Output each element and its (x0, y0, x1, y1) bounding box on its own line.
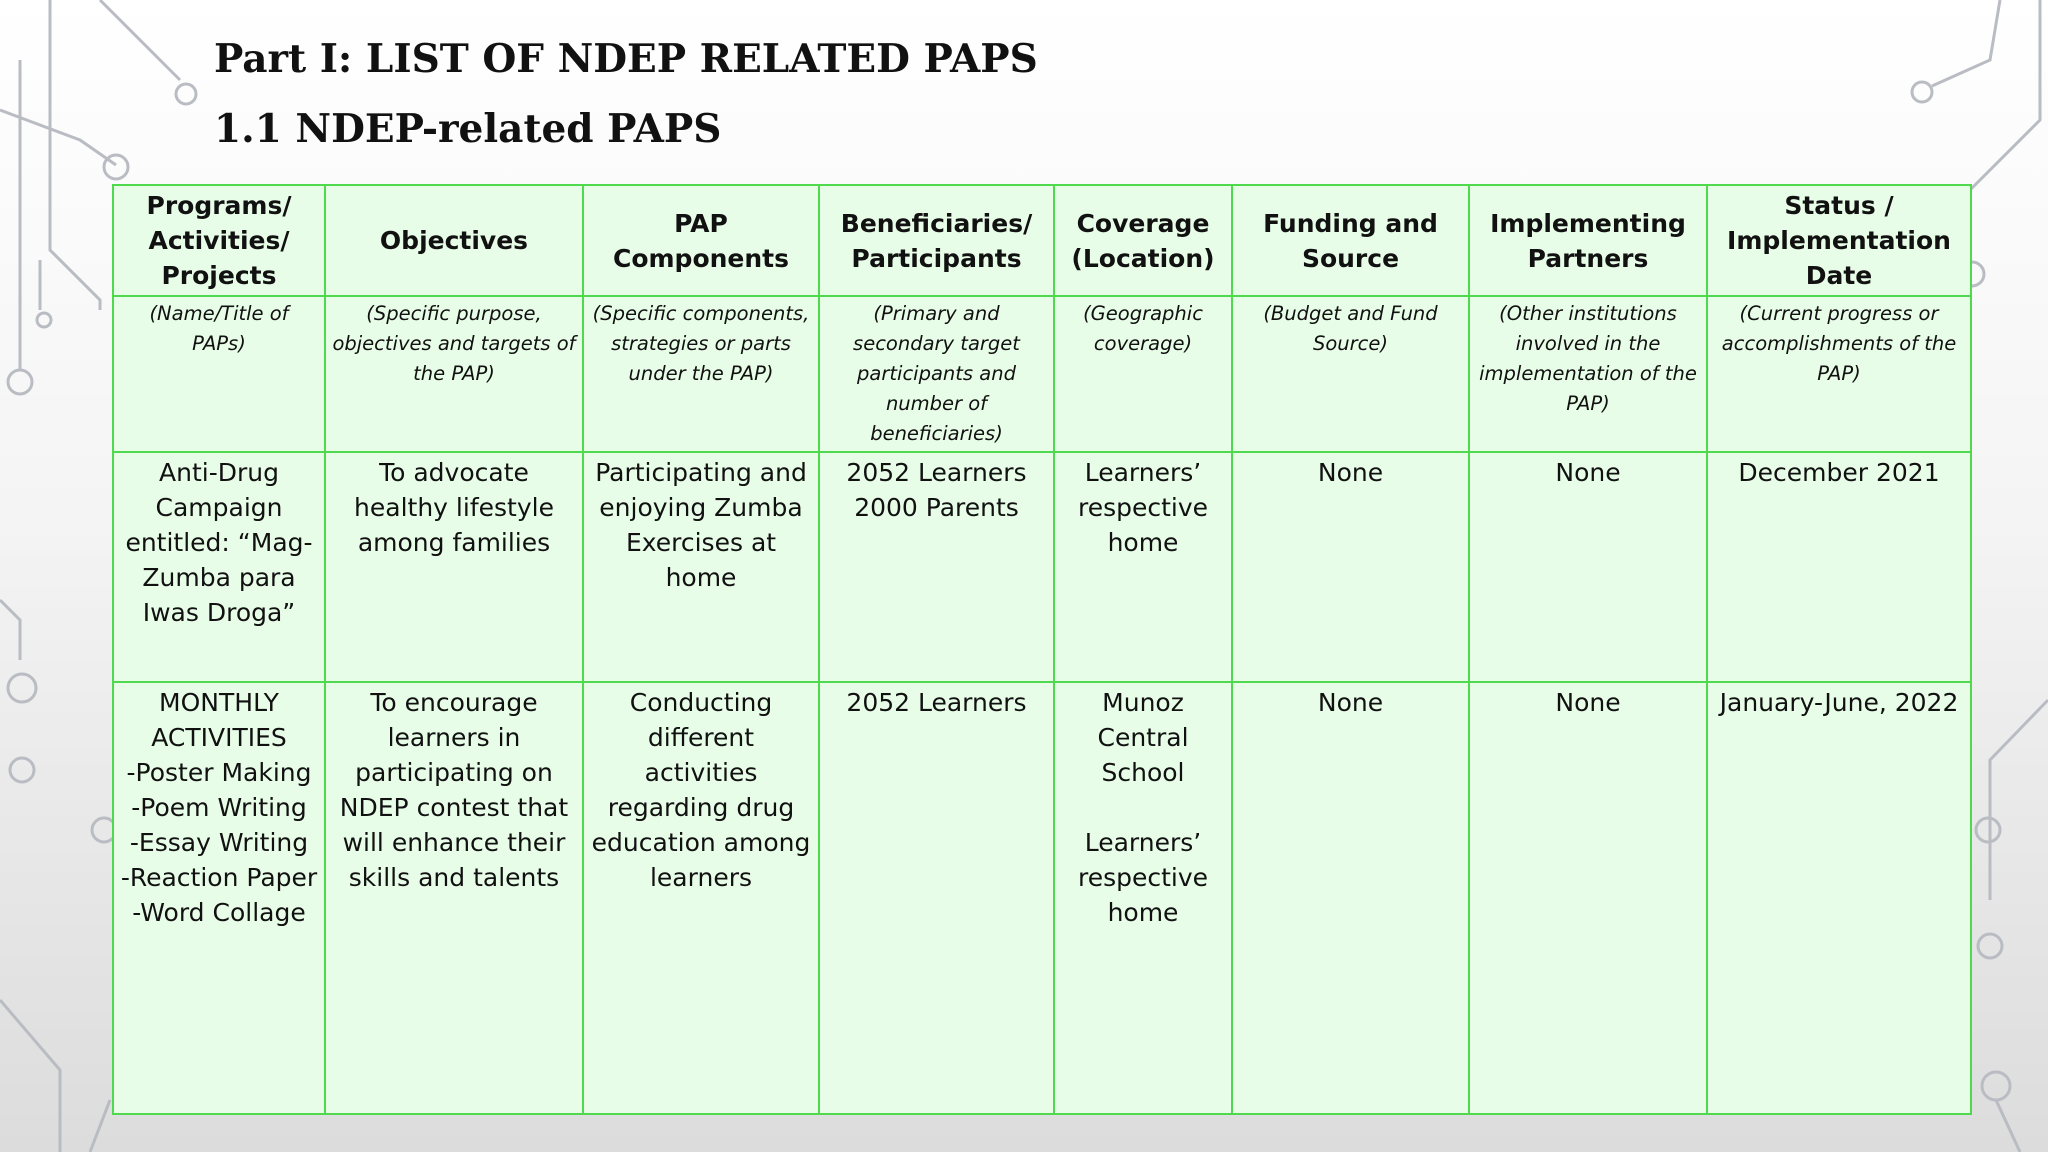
cell-funding: None (1232, 452, 1469, 682)
column-description-beneficiaries: (Primary and secondary target participants and number of beneficiaries) (819, 296, 1054, 452)
column-description-components: (Specific components, strategies or parts under the PAP) (583, 296, 819, 452)
paps-table (112, 184, 1972, 1115)
cell-status: January-June, 2022 (1707, 682, 1971, 1114)
description-row (113, 296, 1971, 452)
section-title: 1.1 NDEP-related PAPS (214, 106, 722, 152)
cell-program: MONTHLY ACTIVITIES -Poster Making -Poem Writing -Essay Writing -Reaction Paper -Word Collage (113, 682, 325, 1114)
cell-funding: None (1232, 682, 1469, 1114)
column-description-programs: (Name/Title of PAPs) (113, 296, 325, 452)
page-title: Part I: LIST OF NDEP RELATED PAPS (214, 36, 1038, 82)
header-row (113, 185, 1971, 296)
table-row (113, 452, 1971, 682)
cell-beneficiaries: 2052 Learners (819, 682, 1054, 1114)
cell-objectives: To encourage learners in participating on NDEP contest that will enhance their skills and talents (325, 682, 583, 1114)
column-header-partners: Implementing Partners (1469, 185, 1707, 296)
cell-objectives: To advocate healthy lifestyle among families (325, 452, 583, 682)
table-row (113, 682, 1971, 1114)
cell-coverage: Munoz Central School Learners’ respective home (1054, 682, 1232, 1114)
cell-partners: None (1469, 452, 1707, 682)
column-header-funding: Funding and Source (1232, 185, 1469, 296)
column-header-objectives: Objectives (325, 185, 583, 296)
cell-components: Conducting different activities regarding drug education among learners (583, 682, 819, 1114)
column-description-objectives: (Specific purpose, objectives and targets of the PAP) (325, 296, 583, 452)
column-header-coverage: Coverage (Location) (1054, 185, 1232, 296)
cell-program: Anti-Drug Campaign entitled: “Mag-Zumba para Iwas Droga” (113, 452, 325, 682)
column-description-partners: (Other institutions involved in the implementation of the PAP) (1469, 296, 1707, 452)
cell-partners: None (1469, 682, 1707, 1114)
column-description-coverage: (Geographic coverage) (1054, 296, 1232, 452)
column-description-status: (Current progress or accomplishments of the PAP) (1707, 296, 1971, 452)
cell-components: Participating and enjoying Zumba Exercises at home (583, 452, 819, 682)
column-header-beneficiaries: Beneficiaries/ Participants (819, 185, 1054, 296)
column-description-funding: (Budget and Fund Source) (1232, 296, 1469, 452)
cell-coverage: Learners’ respective home (1054, 452, 1232, 682)
column-header-programs: Programs/ Activities/ Projects (113, 185, 325, 296)
cell-status: December 2021 (1707, 452, 1971, 682)
cell-beneficiaries: 2052 Learners 2000 Parents (819, 452, 1054, 682)
column-header-components: PAP Components (583, 185, 819, 296)
column-header-status: Status / Implementation Date (1707, 185, 1971, 296)
